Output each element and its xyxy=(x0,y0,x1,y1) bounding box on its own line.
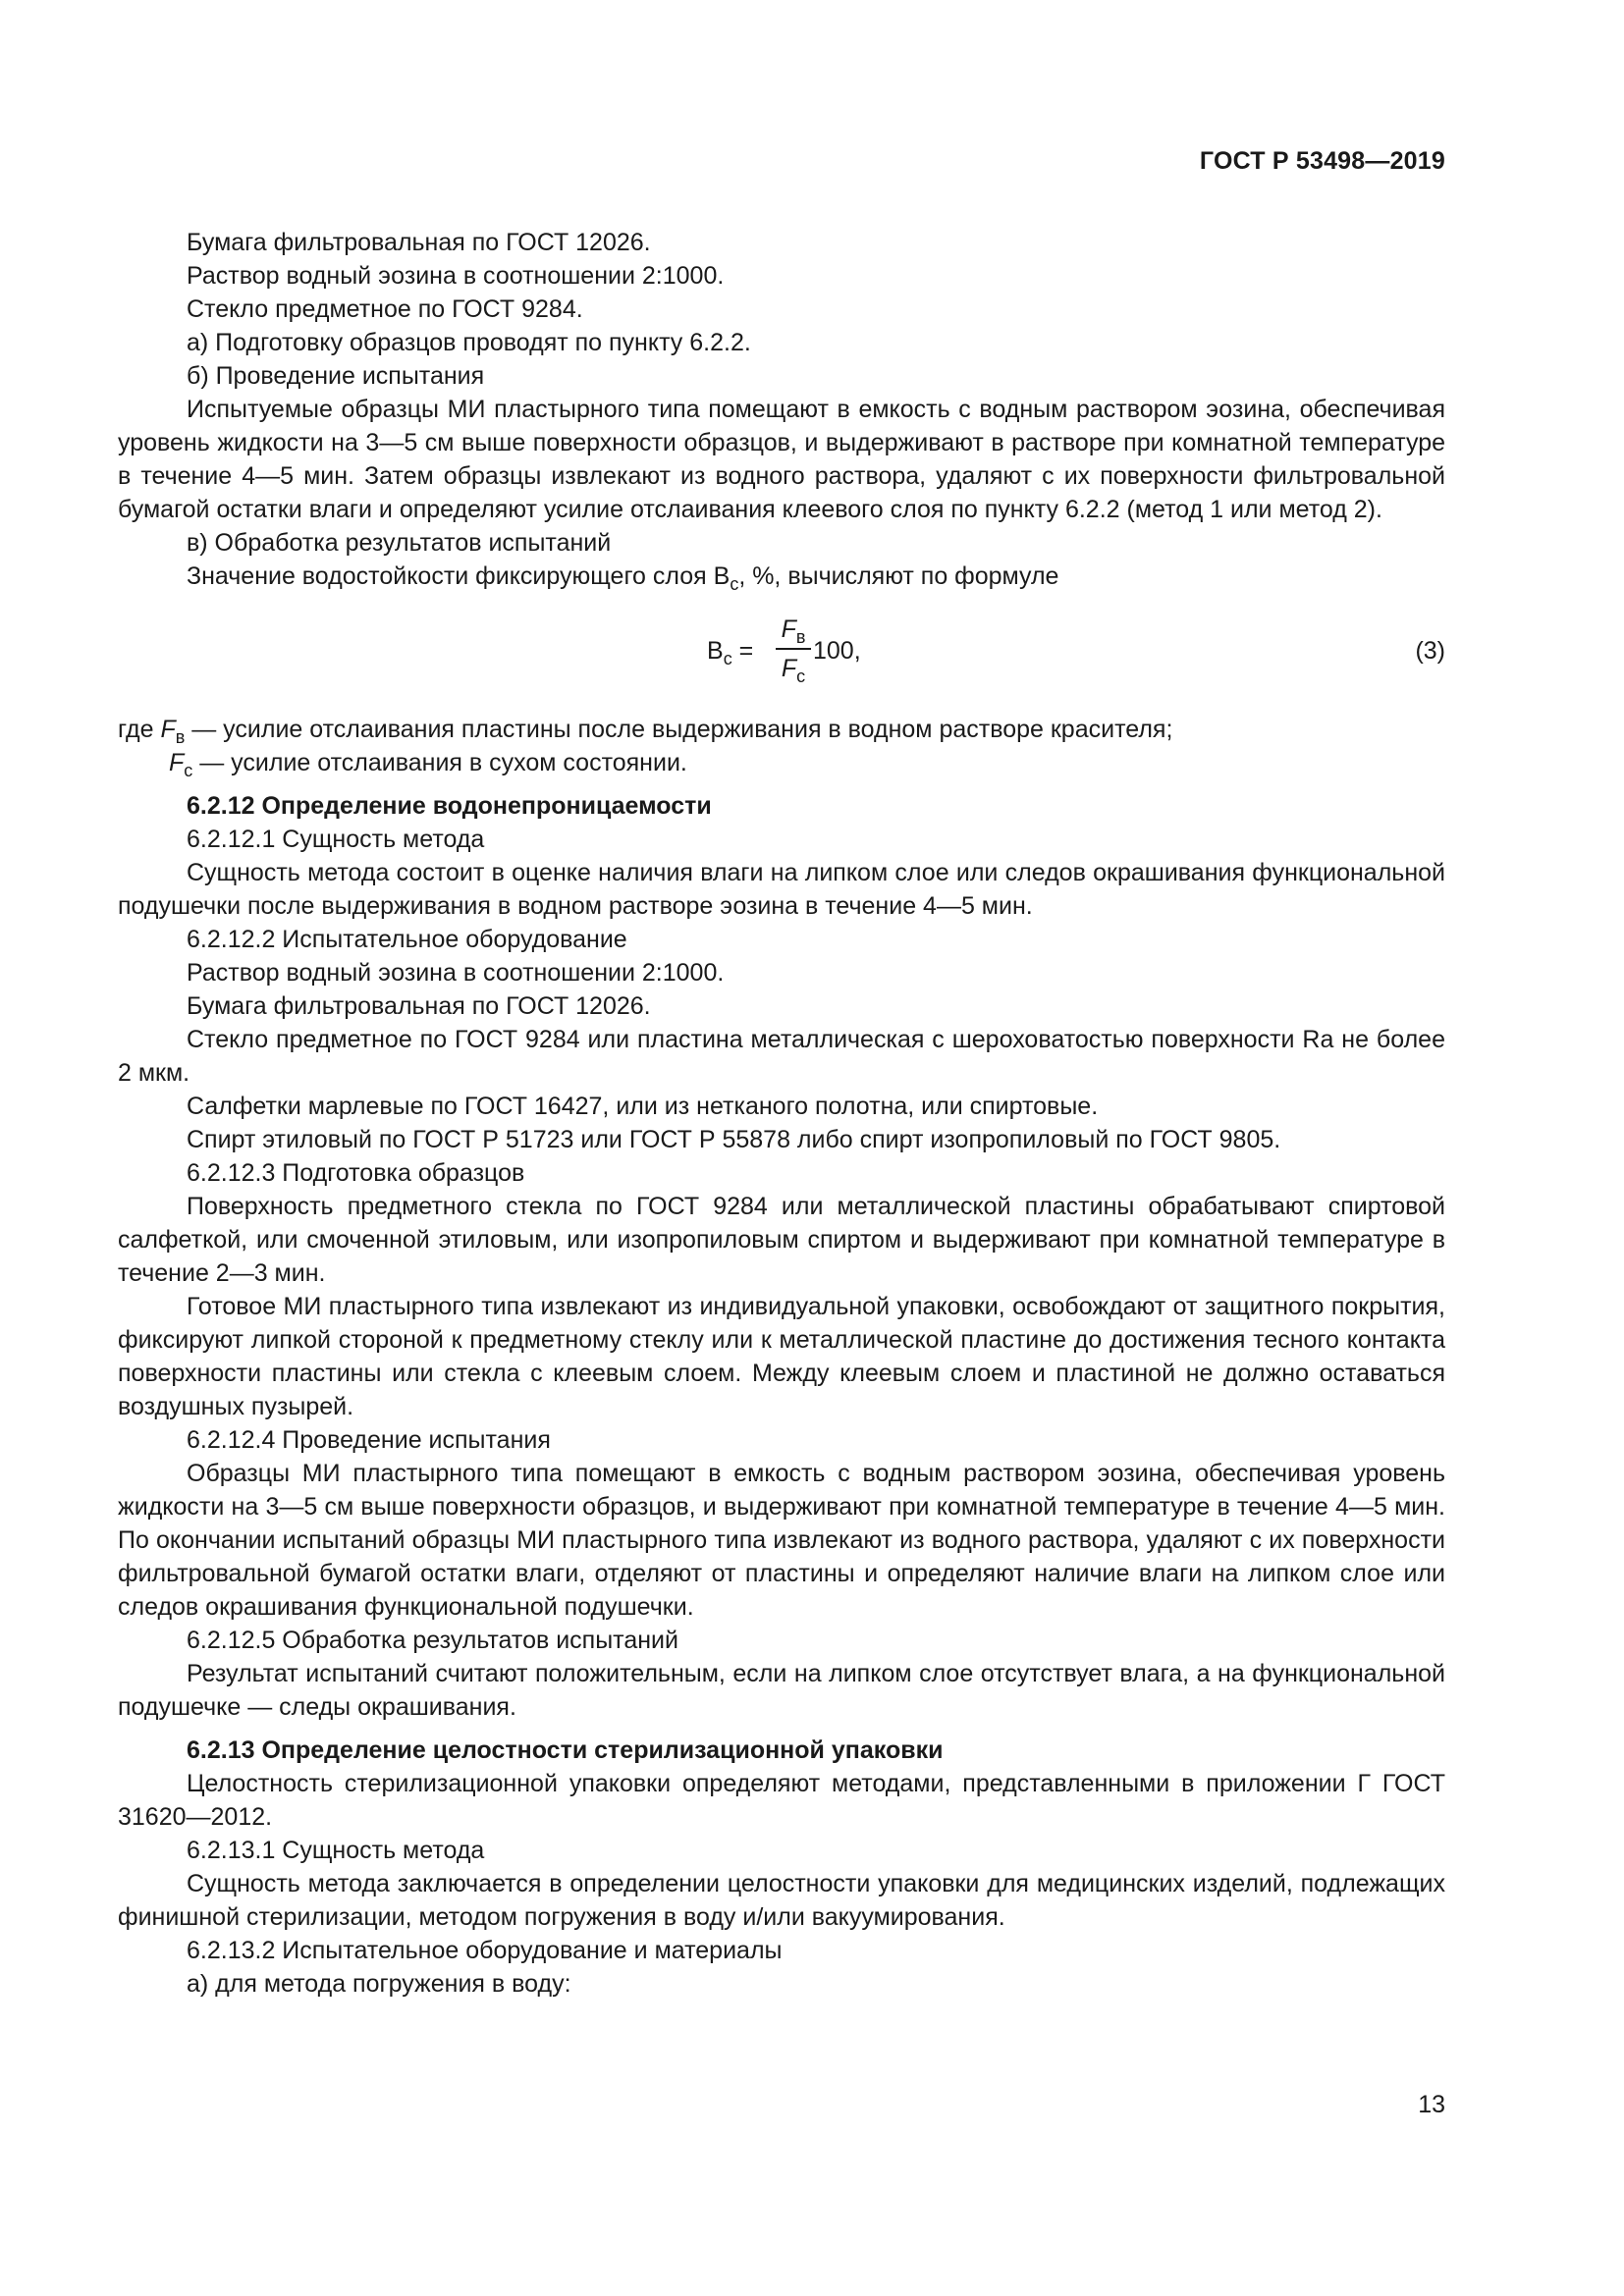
equation-number: (3) xyxy=(1415,637,1445,665)
formula-legend-2: $F_с$ — усилие отслаивания в сухом состоянии. xyxy=(169,749,687,780)
text-line: Стекло предметное по ГОСТ 9284. xyxy=(187,295,583,323)
formula-intro: Значение водостойкости фиксирующего слоя $В_с$, %, вычисляют по формуле xyxy=(187,562,1059,594)
paragraph: Сущность метода состоит в оценке наличия влаги на липком слое или следов окрашивания функциональной подушечки после выдерживания в водном растворе эозина в течение 4—5 мин. xyxy=(118,859,1445,920)
paragraph: Испытуемые образцы МИ пластырного типа помещают в емкость с водным раствором эозина, обеспечивая уровень жидкости на 3—5 см выше поверхности образцов, и выдерживают в растворе при комнатной температуре в течение 4—5 мин. Затем образцы извлекают из водного раствора, удаляют с их поверхности фильтровальной бумагой остатки влаги и определяют усилие отслаивания клеевого слоя по пункту 6.2.2 (метод 1 или метод 2). xyxy=(118,396,1445,523)
formula-multiplier: 100, xyxy=(813,637,861,665)
paragraph: Образцы МИ пластырного типа помещают в емкость с водным раствором эозина, обеспечивая уровень жидкости на 3—5 см выше поверхности образцов, и выдерживают при комнатной температуре в течение 4—5 мин. По окончании испытаний образцы МИ пластырного типа извлекают из водного раствора, удаляют с их поверхности фильтровальной бумагой остатки влаги, отделяют от пластины и определяют наличие влаги на липком слое или следов окрашивания функциональной подушечки. xyxy=(118,1460,1445,1621)
subsection-heading: 6.2.12.3 Подготовка образцов xyxy=(187,1159,525,1187)
formula-numerator: $F_в$ xyxy=(781,615,806,647)
text-line: Спирт этиловый по ГОСТ Р 51723 или ГОСТ Р 55878 либо спирт изопропиловый по ГОСТ 9805. xyxy=(187,1126,1281,1153)
paragraph: Сущность метода заключается в определении целостности упаковки для медицинских изделий, подлежащих финишной стерилизации, методом погружения в воду и/или вакуумирования. xyxy=(118,1870,1445,1931)
paragraph: Результат испытаний считают положительным, если на липком слое отсутствует влага, а на функциональной подушечке — следы окрашивания. xyxy=(118,1660,1445,1721)
document-code: ГОСТ Р 53498—2019 xyxy=(1199,147,1445,175)
text-line: Бумага фильтровальная по ГОСТ 12026. xyxy=(187,229,651,256)
formula-legend-1: где $F_в$ — усилие отслаивания пластины после выдерживания в водном растворе красителя; xyxy=(118,716,1173,747)
list-item-b: б) Проведение испытания xyxy=(187,362,485,390)
subsection-heading: 6.2.13.1 Сущность метода xyxy=(187,1837,485,1864)
subsection-heading: 6.2.13.2 Испытательное оборудование и материалы xyxy=(187,1937,783,1964)
subsection-heading: 6.2.12.4 Проведение испытания xyxy=(187,1426,551,1454)
text-line: Салфетки марлевые по ГОСТ 16427, или из нетканого полотна, или спиртовые. xyxy=(187,1093,1099,1120)
page-number: 13 xyxy=(1418,2091,1445,2118)
text-line: Бумага фильтровальная по ГОСТ 12026. xyxy=(187,992,651,1020)
formula-lhs: $В_с$ = xyxy=(707,637,754,668)
paragraph: Поверхность предметного стекла по ГОСТ 9284 или металлической пластины обрабатывают спиртовой салфеткой, или смоченной этиловым, или изопропиловым спиртом и выдерживают при комнатной температуре в течение 2—3 мин. xyxy=(118,1193,1445,1287)
list-item-a: а) для метода погружения в воду: xyxy=(187,1970,571,1998)
document-body xyxy=(118,226,1445,2001)
section-heading: 6.2.12 Определение водонепроницаемости xyxy=(187,792,712,820)
text-line: Раствор водный эозина в соотношении 2:1000. xyxy=(187,262,725,290)
list-item-a: а) Подготовку образцов проводят по пункту 6.2.2. xyxy=(187,329,751,356)
formula-fraction xyxy=(776,613,811,685)
subsection-heading: 6.2.12.1 Сущность метода xyxy=(187,826,485,853)
fraction-bar xyxy=(776,648,811,650)
formula-denominator: $F_с$ xyxy=(781,655,806,686)
text-line: Раствор водный эозина в соотношении 2:1000. xyxy=(187,959,725,987)
paragraph: Готовое МИ пластырного типа извлекают из индивидуальной упаковки, освобождают от защитного покрытия, фиксируют липкой стороной к предметному стеклу или к металлической пластине до достижения тесного контакта поверхности пластины или стекла с клеевым слоем. Между клеевым слоем и пластиной не должно оставаться воздушных пузырей. xyxy=(118,1293,1445,1420)
formula-block xyxy=(118,607,1445,713)
paragraph: Стекло предметное по ГОСТ 9284 или пластина металлическая с шероховатостью поверхности Ra не более 2 мкм. xyxy=(118,1026,1445,1087)
list-item-c: в) Обработка результатов испытаний xyxy=(187,529,612,557)
paragraph: Целостность стерилизационной упаковки определяют методами, представленными в приложении Г ГОСТ 31620—2012. xyxy=(118,1770,1445,1831)
subsection-heading: 6.2.12.2 Испытательное оборудование xyxy=(187,926,627,953)
section-heading: 6.2.13 Определение целостности стерилизационной упаковки xyxy=(187,1736,944,1764)
subsection-heading: 6.2.12.5 Обработка результатов испытаний xyxy=(187,1627,678,1654)
